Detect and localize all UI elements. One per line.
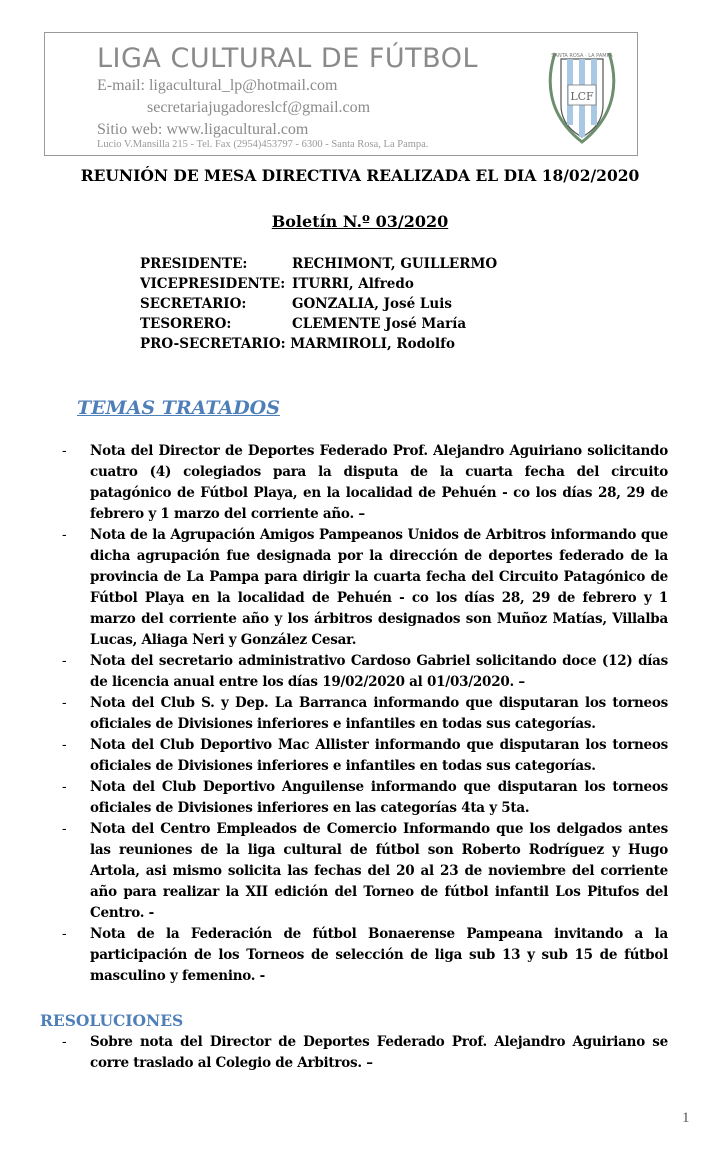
letterhead [44, 32, 638, 156]
list-item [62, 525, 668, 651]
bulletin-number: Boletín N.º 03/2020 [271, 212, 449, 231]
board-member-name: RECHIMONT, GUILLERMO [292, 256, 498, 272]
list-item-text: Sobre nota del Director de Deportes Federado Prof. Alejandro Aguiriano se corre traslado al Colegio de Arbitros. – [90, 1034, 668, 1071]
temas-list [62, 441, 668, 987]
board-role: PRESIDENTE: [140, 256, 248, 272]
list-item [62, 735, 668, 777]
letterhead-email: E-mail: ligacultural_lp@hotmail.com [97, 77, 338, 94]
bullet-dash: - [62, 821, 67, 837]
svg-text:SANTA ROSA · LA PAMPA: SANTA ROSA · LA PAMPA [551, 53, 613, 59]
bullet-dash: - [62, 779, 67, 795]
board-row [140, 276, 497, 296]
board-role: VICEPRESIDENTE: [140, 276, 286, 292]
list-item [62, 819, 668, 924]
list-item [62, 777, 668, 819]
bullet-dash: - [62, 443, 67, 459]
board-role: PRO-SECRETARIO: [140, 336, 286, 352]
board-role: TESORERO: [140, 316, 232, 332]
temas-heading: TEMAS TRATADOS [77, 397, 280, 419]
list-item-text: Nota de la Agrupación Amigos Pampeanos Unidos de Arbitros informando que dicha agrupación fue designada por la dirección de deportes federado de la provincia de La Pampa para dirigir la cuarta fecha del Circuito Patagónico de Fútbol Playa en la localidad de Pehuén - co los días 28, 29 de febrero y 1 marzo del corriente año y los árbitros designados son Muñoz Matías, Villalba Lucas, Aliaga Neri y González Cesar. [90, 527, 668, 648]
list-item [62, 1032, 668, 1074]
letterhead-website: Sitio web: www.ligacultural.com [97, 121, 309, 138]
list-item [62, 693, 668, 735]
page-number: 1 [682, 1110, 690, 1126]
list-item [62, 924, 668, 987]
resoluciones-heading: RESOLUCIONES [40, 1011, 184, 1030]
list-item-text: Nota del Centro Empleados de Comercio Informando que los delgados antes las reuniones de la liga cultural de fútbol son Roberto Rodríguez y Hugo Artola, asi mismo solicita las fechas del 20 al 23 de noviembre del corriente año para realizar la XII edición del Torneo de fútbol infantil Los Pitufos del Centro. - [90, 821, 668, 921]
bullet-dash: - [62, 737, 67, 753]
board-member-name: MARMIROLI, Rodolfo [290, 336, 455, 352]
list-item-text: Nota del Club Deportivo Mac Allister informando que disputaran los torneos oficiales de Divisiones inferiores e infantiles en todas sus categorías. [90, 737, 668, 774]
bullet-dash: - [62, 926, 67, 942]
list-item-text: Nota del Director de Deportes Federado Prof. Alejandro Aguiriano solicitando cuatro (4) colegiados para la disputa de la cuarta fecha del circuito patagónico de Fútbol Playa, en la localidad de Pehuén - co los días 28, 29 de febrero y 1 marzo del corriente año. – [90, 443, 668, 522]
league-name: LIGA CULTURAL DE FÚTBOL [97, 43, 478, 74]
resoluciones-list [62, 1032, 668, 1074]
bullet-dash: - [62, 1034, 67, 1050]
board-row [140, 336, 497, 356]
list-item [62, 651, 668, 693]
list-item-text: Nota de la Federación de fútbol Bonaerense Pampeana invitando a la participación de los Torneos de selección de liga sub 13 y sub 15 de fútbol masculino y femenino. - [90, 926, 668, 984]
meeting-title: REUNIÓN DE MESA DIRECTIVA REALIZADA EL DIA 18/02/2020 [80, 166, 640, 185]
board-row [140, 316, 497, 336]
board-member-name: ITURRI, Alfredo [292, 276, 414, 292]
board-member-name: GONZALIA, José Luis [292, 296, 452, 312]
board-members [140, 256, 497, 356]
board-member-name: CLEMENTE José María [292, 316, 467, 332]
svg-text:LCF: LCF [570, 90, 594, 103]
letterhead-address: Lucio V.Mansilla 215 - Tel. Fax (2954)453797 - 6300 - Santa Rosa, La Pampa. [97, 139, 429, 150]
list-item [62, 441, 668, 525]
league-logo-icon [541, 47, 623, 147]
letterhead-email-2: secretariajugadoreslcf@gmail.com [147, 99, 371, 116]
board-role: SECRETARIO: [140, 296, 247, 312]
bullet-dash: - [62, 527, 67, 543]
list-item-text: Nota del Club Deportivo Anguilense informando que disputaran los torneos oficiales de Divisiones inferiores en las categorías 4ta y 5ta. [90, 779, 668, 816]
list-item-text: Nota del Club S. y Dep. La Barranca informando que disputaran los torneos oficiales de Divisiones inferiores e infantiles en todas sus categorías. [90, 695, 668, 732]
bullet-dash: - [62, 695, 67, 711]
list-item-text: Nota del secretario administrativo Cardoso Gabriel solicitando doce (12) días de licencia anual entre los días 19/02/2020 al 01/03/2020. – [90, 653, 668, 690]
board-row [140, 256, 497, 276]
bullet-dash: - [62, 653, 67, 669]
board-row [140, 296, 497, 316]
